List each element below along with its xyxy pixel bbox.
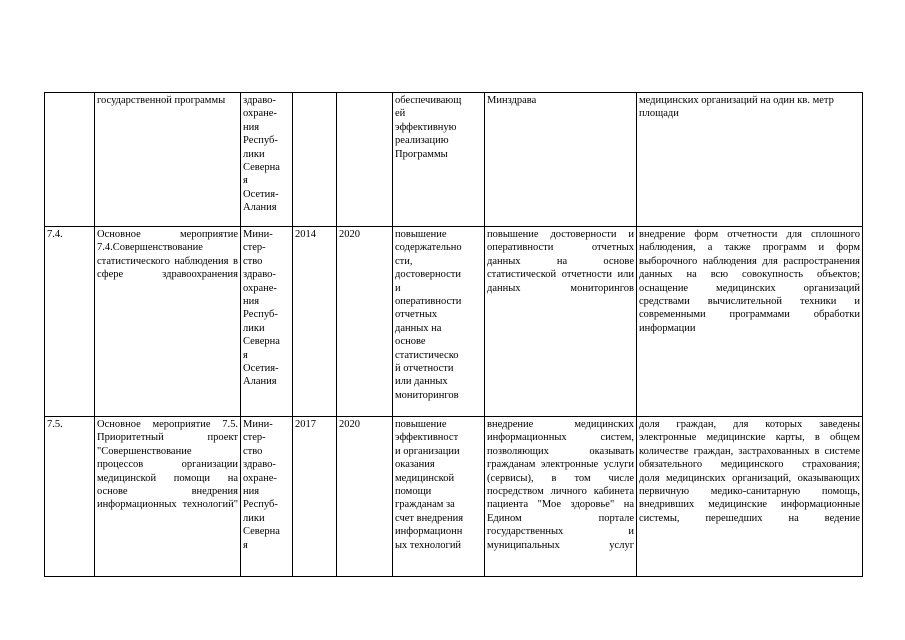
- consequences-cell: обеспечивающ ей эффективную реализацию Программы: [393, 93, 485, 227]
- start-year-cell: 2017: [293, 417, 337, 577]
- program-activities-table: [44, 92, 863, 577]
- link-cell: внедрение медицинских информационных систем, позволяющих оказывать гражданам электронные услуги (сервисы), в том числе посредством личного кабинета пациента "Мое здоровье" на Едином портале государственных и муниципальных услуг: [485, 417, 637, 577]
- consequences-cell: повышение содержательно сти, достоверности и оперативности отчетных данных на основе статистическо й отчетности или данных мониторингов: [393, 227, 485, 417]
- end-year-cell: [337, 93, 393, 227]
- indicator-paragraph: доля медицинских организаций, оказывающих первичную медико-санитарную помощь, внедривших медицинские информационные системы, перешедших на ведение: [639, 472, 860, 524]
- indicator-paragraph: внедрение форм отчетности для сплошного наблюдения, а также программ и форм выборочного наблюдения для распространения данных на всю совокупность объектов;: [639, 229, 860, 281]
- end-year-cell: 2020: [337, 227, 393, 417]
- indicators-cell: медицинских организаций на один кв. метр площади: [637, 93, 863, 227]
- row-number-cell: 7.5.: [45, 417, 95, 577]
- executor-cell: Мини- стер- ство здраво- охране- ния Респуб- лики Северна я Осетия- Алания: [241, 227, 293, 417]
- table-row: [45, 417, 863, 577]
- row-number-cell: 7.4.: [45, 227, 95, 417]
- row-number-cell: [45, 93, 95, 227]
- executor-cell: здраво- охране- ния Респуб- лики Северна я Осетия- Алания: [241, 93, 293, 227]
- activity-name-cell: Основное мероприятие 7.5. Приоритетный проект "Совершенствование процессов организации медицинской помощи на основе внедрения информационных технологий": [95, 417, 241, 577]
- executor-cell: Мини- стер- ство здраво- охране- ния Респуб- лики Северна я: [241, 417, 293, 577]
- consequences-cell: повышение эффективност и организации оказания медицинской помощи гражданам за счет внедрения информационн ых технологий: [393, 417, 485, 577]
- indicators-cell: [637, 227, 863, 417]
- indicator-paragraph: доля граждан, для которых заведены электронные медицинские карты, в общем количестве граждан, застрахованных в системе обязательного медицинского страхования;: [639, 419, 860, 471]
- link-cell: повышение достоверности и оперативности отчетных данных на основе статистической отчетности или данных мониторингов: [485, 227, 637, 417]
- table-row: [45, 93, 863, 227]
- activity-name-cell: Основное мероприятие 7.4.Совершенствование статистического наблюдения в сфере здравоохранения: [95, 227, 241, 417]
- end-year-cell: 2020: [337, 417, 393, 577]
- link-cell: Минздрава: [485, 93, 637, 227]
- activity-name-cell: государственной программы: [95, 93, 241, 227]
- indicators-cell: [637, 417, 863, 577]
- start-year-cell: [293, 93, 337, 227]
- indicator-paragraph: оснащение медицинских организаций средствами вычислительной техники и современными программами обработки информации: [639, 282, 860, 334]
- table-row: [45, 227, 863, 417]
- start-year-cell: 2014: [293, 227, 337, 417]
